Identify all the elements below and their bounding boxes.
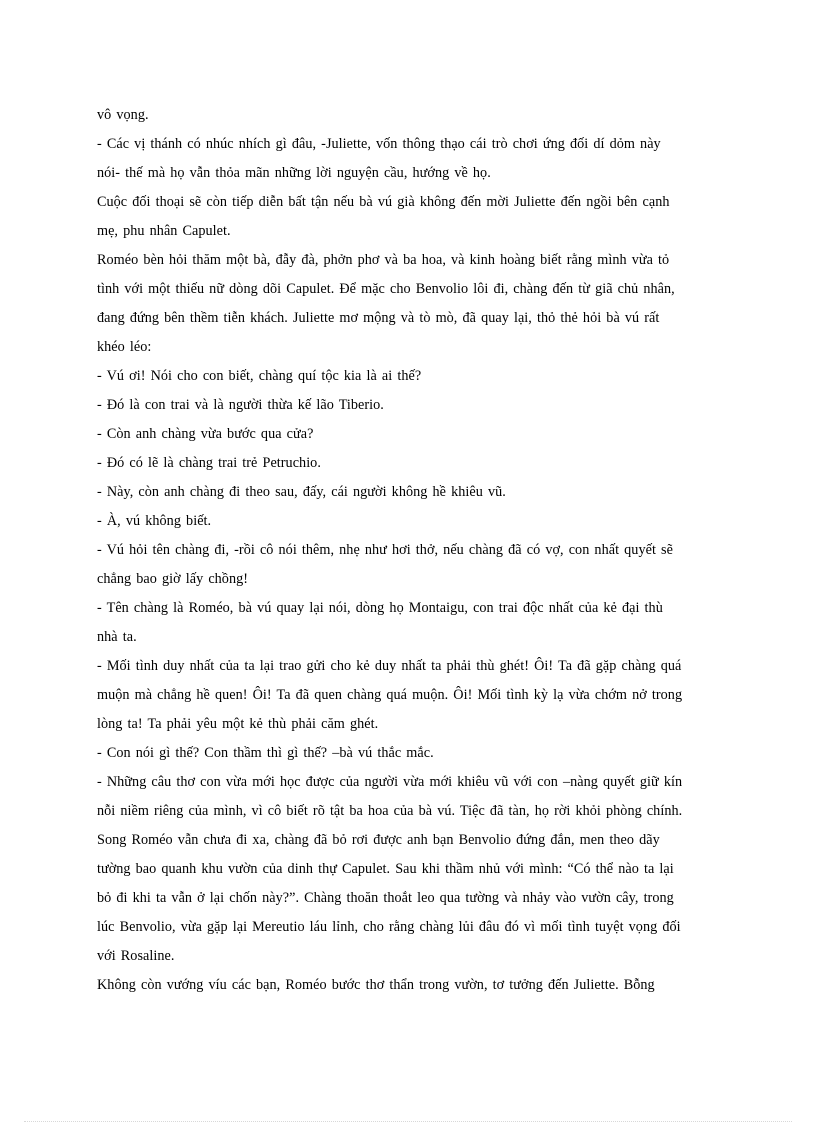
text-line: tình với một thiếu nữ dòng dõi Capulet. Để mặc cho Benvolio lôi đi, chàng đến từ giã chủ nhân, (97, 281, 675, 297)
text-line: - Mối tình duy nhất của ta lại trao gửi cho kẻ duy nhất ta phải thù ghét! Ôi! Ta đã gặp chàng quá (97, 658, 682, 674)
text-line: bỏ đi khi ta vẫn ở lại chốn này?”. Chàng thoăn thoắt leo qua tường và nhảy vào vườn cây, trong (97, 890, 674, 906)
text-line: - Các vị thánh có nhúc nhích gì đâu, -Juliette, vốn thông thạo cái trò chơi ứng đối dí dỏm này (97, 136, 661, 152)
text-line: với Rosaline. (97, 948, 175, 964)
text-line: lúc Benvolio, vừa gặp lại Mereutio láu lỉnh, cho rằng chàng lủi đâu đó vì mối tình tuyệt vọng đối (97, 919, 681, 935)
text-line: - Vú ơi! Nói cho con biết, chàng quí tộc kia là ai thế? (97, 368, 422, 384)
page-bottom-divider (24, 1121, 792, 1122)
text-line: Cuộc đối thoại sẽ còn tiếp diễn bất tận nếu bà vú già không đến mời Juliette đến ngồi bên cạnh (97, 194, 670, 210)
text-line: vô vọng. (97, 107, 149, 123)
text-line: tường bao quanh khu vườn của dinh thự Capulet. Sau khi thầm nhủ với mình: “Có thể nào ta lại (97, 861, 674, 877)
text-line: nhà ta. (97, 629, 137, 645)
text-line: Không còn vướng víu các bạn, Roméo bước thơ thẩn trong vườn, tơ tưởng đến Juliette. Bỗng (97, 977, 655, 993)
text-line: mẹ, phu nhân Capulet. (97, 223, 231, 239)
document-body (97, 101, 723, 1000)
text-line: đang đứng bên thềm tiễn khách. Juliette mơ mộng và tò mò, đã quay lại, thỏ thẻ hỏi bà vú rất (97, 310, 660, 326)
text-line: - Còn anh chàng vừa bước qua cửa? (97, 426, 314, 442)
text-line: nỗi niềm riêng của mình, vì cô biết rõ tật ba hoa của bà vú. Tiệc đã tàn, họ rời khỏi phòng chính. (97, 803, 683, 819)
text-line: - Đó có lẽ là chàng trai trẻ Petruchio. (97, 455, 321, 471)
text-line: Song Roméo vẫn chưa đi xa, chàng đã bỏ rơi được anh bạn Benvolio đứng đắn, men theo dãy (97, 832, 660, 848)
text-line: - Những câu thơ con vừa mới học được của người vừa mới khiêu vũ với con –nàng quyết giữ kín (97, 774, 683, 790)
text-line: chẳng bao giờ lấy chồng! (97, 571, 249, 587)
text-line: nói- thế mà họ vẫn thỏa mãn những lời nguyện cầu, hướng về họ. (97, 165, 491, 181)
text-line: - Tên chàng là Roméo, bà vú quay lại nói, dòng họ Montaigu, con trai độc nhất của kẻ đại thù (97, 600, 663, 616)
text-line: - À, vú không biết. (97, 513, 212, 529)
text-line: muộn mà chẳng hề quen! Ôi! Ta đã quen chàng quá muộn. Ôi! Mối tình kỳ lạ vừa chớm nở trong (97, 687, 683, 703)
text-line: lòng ta! Ta phải yêu một kẻ thù phải căm ghét. (97, 716, 379, 732)
text-line: - Đó là con trai và là người thừa kế lão Tiberio. (97, 397, 384, 413)
text-line: - Này, còn anh chàng đi theo sau, đấy, cái người không hề khiêu vũ. (97, 484, 506, 500)
text-line: Roméo bèn hỏi thăm một bà, đẫy đà, phởn phơ và ba hoa, và kinh hoàng biết rằng mình vừa tỏ (97, 252, 670, 268)
text-line: khéo léo: (97, 339, 152, 355)
text-line: - Vú hỏi tên chàng đi, -rồi cô nói thêm, nhẹ như hơi thở, nếu chàng đã có vợ, con nhất quyết sẽ (97, 542, 673, 558)
text-line: - Con nói gì thế? Con thầm thì gì thế? –bà vú thắc mắc. (97, 745, 434, 761)
